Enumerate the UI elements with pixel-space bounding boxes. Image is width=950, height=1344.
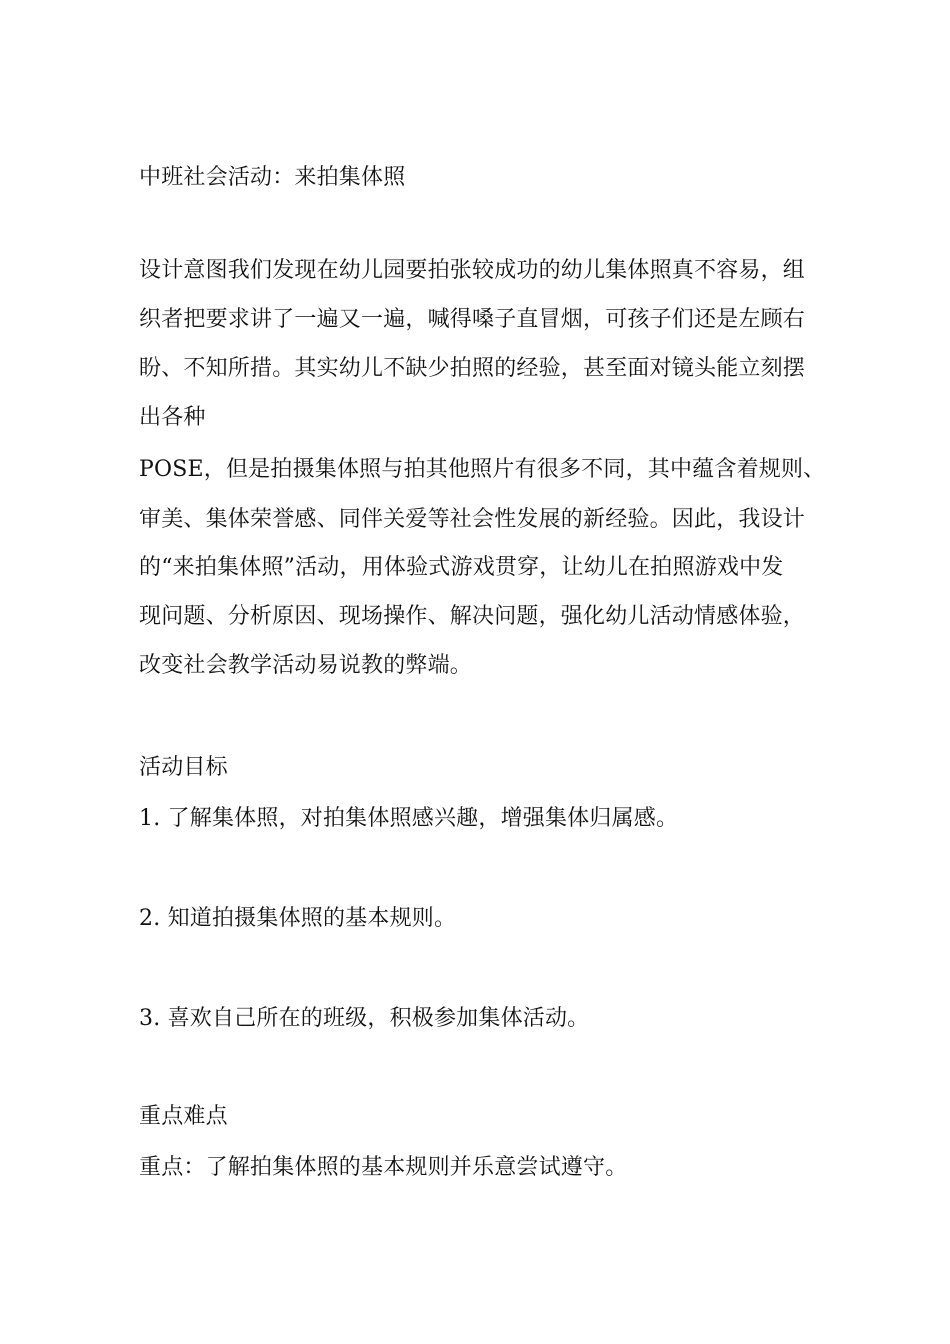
intro-line: 改变社会教学活动易说教的弊端。 <box>139 653 473 678</box>
intro-line: 现问题、分析原因、现场操作、解决问题，强化幼儿活动情感体验， <box>139 604 806 629</box>
intro-line: 审美、集体荣誉感、同伴关爱等社会性发展的新经验。因此，我设计 <box>139 507 806 532</box>
intro-line: 的“来拍集体照”活动，用体验式游戏贯穿，让幼儿在拍照游戏中发 <box>139 555 784 580</box>
intro-line: 出各种 <box>139 405 206 430</box>
goal-item: 2. 知道拍摄集体照的基本规则。 <box>139 906 457 931</box>
goal-item: 1. 了解集体照，对拍集体照感兴趣，增强集体归属感。 <box>139 806 679 831</box>
intro-line: 织者把要求讲了一遍又一遍，喊得嗓子直冒烟，可孩子们还是左顾右 <box>139 307 806 332</box>
goal-item: 3. 喜欢自己所在的班级，积极参加集体活动。 <box>139 1006 590 1031</box>
key-point: 重点：了解拍集体照的基本规则并乐意尝试遵守。 <box>139 1155 628 1180</box>
intro-line: 盼、不知所措。其实幼儿不缺少拍照的经验，甚至面对镜头能立刻摆 <box>139 356 806 381</box>
key-heading: 重点难点 <box>139 1104 228 1129</box>
intro-line: 设计意图我们发现在幼儿园要拍张较成功的幼儿集体照真不容易，组 <box>139 258 806 283</box>
goals-heading: 活动目标 <box>139 755 228 780</box>
document-title: 中班社会活动：来拍集体照 <box>139 165 406 190</box>
intro-line: POSE，但是拍摄集体照与拍其他照片有很多不同，其中蕴含着规则、 <box>139 457 826 482</box>
